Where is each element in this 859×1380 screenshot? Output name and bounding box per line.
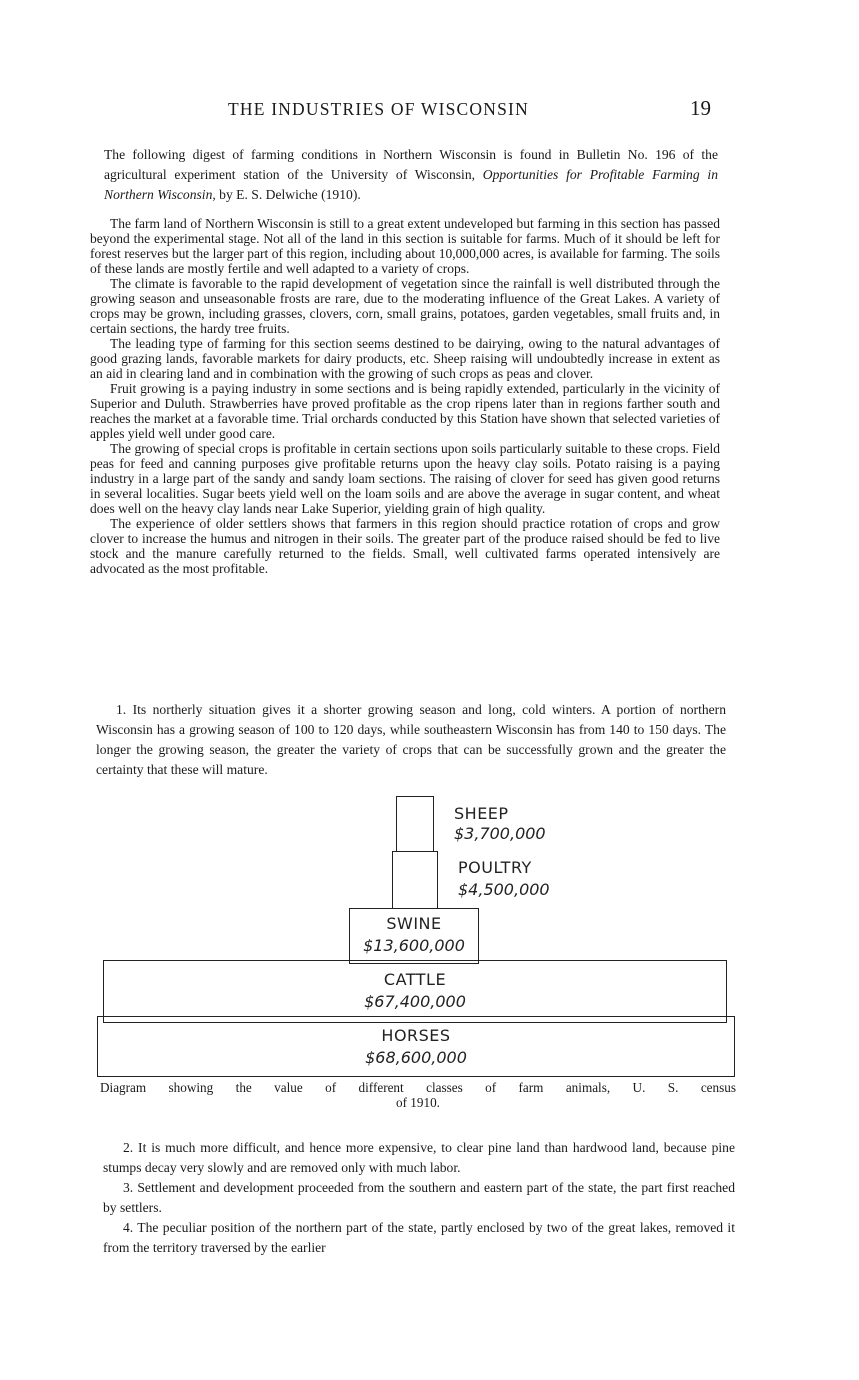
intro-text-start: The following digest of farming conditions in Northern Wisconsin is found in Bulletin No. 196 of the agricultural experiment station of the University of Wisconsin,	[104, 147, 718, 182]
swine-label: SWINE	[386, 914, 442, 933]
bulletin-digest	[90, 216, 720, 576]
numbered-points-continued	[103, 1138, 735, 1258]
sheep-box	[396, 796, 434, 852]
bulletin-title: Opportunities for Profitable Farming in Northern Wisconsin,	[104, 167, 718, 202]
intro-paragraph	[104, 145, 718, 205]
digest-paragraph-fruit: Fruit growing is a paying industry in some sections and is being rapidly extended, particularly in the vicinity of Superior and Duluth. Strawberries have proved profitable as the crop ripens later than in regions farther south and reaches the market at a favorable time. Trial orchards conducted by this Station have shown that selected varieties of apples yield well under good care.	[90, 381, 720, 441]
sheep-label: SHEEP	[454, 804, 509, 823]
cattle-value: $67,400,000	[364, 992, 466, 1011]
horses-value: $68,600,000	[365, 1048, 467, 1067]
digest-paragraph-land: The farm land of Northern Wisconsin is still to a great extent undeveloped but farming in this section has passed beyond the experimental stage. Not all of the land in this section is suitable for farms. Much of it should be left for forest reserves but the larger part of this region, including about 10,000,000 acres, is available for farming. The soils of these lands are mostly fertile and well adapted to a variety of crops.	[90, 216, 720, 276]
caption-line-1: Diagram showing the value of different classes of farm animals, U. S. census	[100, 1080, 736, 1095]
diagram-caption	[100, 1080, 736, 1110]
cattle-label: CATTLE	[383, 970, 447, 989]
numbered-point-2: 2. It is much more difficult, and hence more expensive, to clear pine land than hardwood land, because pine stumps decay very slowly and are removed only with much labor.	[103, 1140, 735, 1175]
poultry-label: POULTRY	[458, 858, 532, 877]
numbered-point-3: 3. Settlement and development proceeded from the southern and eastern part of the state, the part first reached by settlers.	[103, 1180, 735, 1215]
numbered-point-1: 1. Its northerly situation gives it a shorter growing season and long, cold winters. A portion of northern Wisconsin has a growing season of 100 to 120 days, while southeastern Wisconsin has from 140 to 150 days. The longer the growing season, the greater the variety of crops that can be successfully grown and the greater the certainty that these will mature.	[96, 702, 726, 777]
poultry-box	[392, 851, 438, 909]
running-head-title: THE INDUSTRIES OF WISCONSIN	[228, 99, 529, 119]
digest-paragraph-special-crops: The growing of special crops is profitable in certain sections upon soils particularly suitable to these crops. Field peas for feed and canning purposes give profitable returns upon the heavy clay soils. Potato raising is a paying industry in a large part of the sandy and sandy loam sections. The raising of clover for seed has given good returns in several localities. Sugar beets yield well on the loam soils and are above the average in sugar content, and wheat does well on the heavy clay lands near Lake Superior, yielding grain of high quality.	[90, 441, 720, 516]
digest-paragraph-experience: The experience of older settlers shows that farmers in this region should practice rotation of crops and grow clover to increase the humus and nitrogen in their soils. The greater part of the produce raised should be fed to live stock and the manure carefully returned to the fields. Small, well cultivated farms operated intensively are advocated as the most profitable.	[90, 516, 720, 576]
digest-paragraph-dairying: The leading type of farming for this section seems destined to be dairying, owing to the natural advantages of good grazing lands, favorable markets for dairy products, etc. Sheep raising will undoubtedly increase in extent as an aid in clearing land and in combination with the growing of such crops as peas and clover.	[90, 336, 720, 381]
page-number: 19	[690, 96, 711, 120]
poultry-value: $4,500,000	[458, 880, 550, 899]
numbered-point-4: 4. The peculiar position of the northern part of the state, partly enclosed by two of the great lakes, removed it from the territory traversed by the earlier	[103, 1220, 735, 1255]
swine-value: $13,600,000	[363, 936, 465, 955]
digest-paragraph-climate: The climate is favorable to the rapid development of vegetation since the rainfall is well distributed through the growing season and unseasonable frosts are rare, due to the moderating influence of the Great Lakes. A variety of crops may be grown, including grasses, clovers, corn, small grains, potatoes, garden vegetables, small fruits and, in certain sections, the hardy tree fruits.	[90, 276, 720, 336]
sheep-value: $3,700,000	[454, 824, 546, 843]
horses-label: HORSES	[381, 1026, 451, 1045]
intro-text-end: by E. S. Delwiche (1910).	[215, 187, 361, 202]
caption-line-2: of 1910.	[396, 1095, 440, 1110]
